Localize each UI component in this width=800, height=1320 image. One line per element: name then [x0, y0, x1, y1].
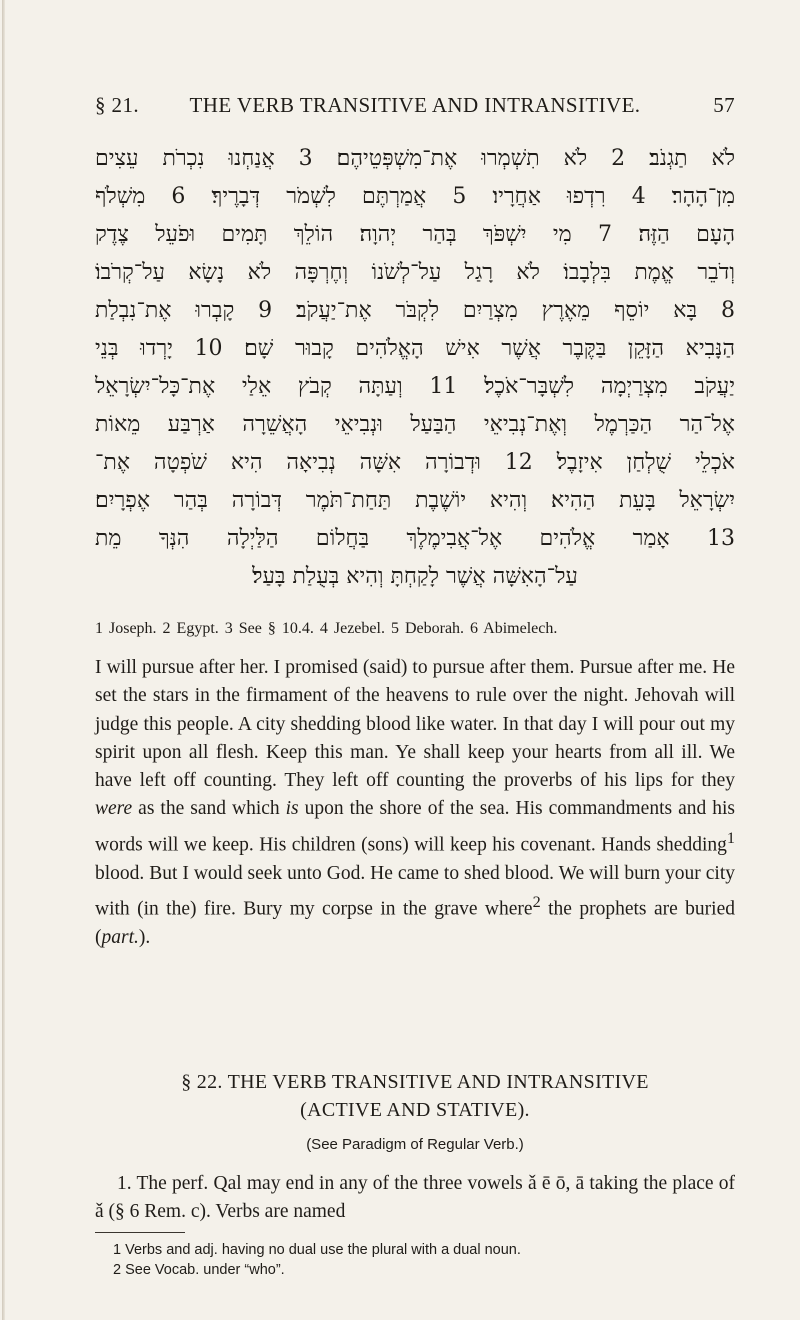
english-italic: part. [101, 926, 139, 948]
hebrew-line: יַעֲקֹב מִצְרַיְמָה לִשְׁבָּר־אֹכֶל׃ 11 וְעַתָּה קְבֹץ אֵלַי אֶת־כָּל־יִשְׂרָאֵל [95, 374, 735, 399]
hebrew-line: אֹכְלֵי שֻׁלְחַן אִיזָבֶל׃ 12 וּדְבוֹרָה אִשָּׁה נְבִיאָה הִיא שֹׁפְטָה אֶת־ [95, 450, 735, 475]
english-text: upon the shore of the sea. His commandments and his words will we keep. His children (sons) will keep his covenant. Hands shedding [95, 798, 735, 856]
english-exercise-paragraph [95, 654, 735, 952]
hebrew-footnotes: 1 Joseph. 2 Egypt. 3 See § 10.4. 4 Jezebel. 5 Deborah. 6 Abimelech. [95, 620, 558, 637]
footnote: 1 Verbs and adj. having no dual use the plural with a dual noun. [113, 1242, 521, 1258]
english-italic: were [95, 798, 133, 820]
hebrew-line: 13 אָמַר אֱלֹהִים אֶל־אֲבִימֶלֶךְ בַּחֲלוֹם הַלַּיְלָה הִנְּךָ מֵת [95, 526, 735, 551]
hebrew-line: וְדֹבֵר אֱמֶת בִּלְבָבוֹ׃ לֹא רָגַל עַל־לְשֹׁנוֹ וְחֶרְפָּה לֹא נָשָׂא עַל־קְרֹבוֹ׃ [95, 260, 735, 285]
english-text: as the sand which [132, 798, 286, 820]
footnote-rule [95, 1232, 185, 1233]
hebrew-line: הַנָּבִיא הַזָּקֵן בַּקֶּבֶר אֲשֶׁר אִישׁ הָאֱלֹהִים קָבוּר שָׁם׃ 10 יָרְדוּ בְּנֵי [95, 336, 735, 361]
hebrew-line: 8 בָּא יוֹסֵף מֵאֶרֶץ מִצְרַיִם לִקְבֹּר אֶת־יַעֲקֹב׃ 9 קָבְרוּ אֶת־נִבְלַת [95, 298, 735, 323]
body-paragraph: 1. The perf. Qal may end in any of the three vowels ǎ ē ō, ā taking the place of ǎ (§ 6 Rem. c). Verbs are named [95, 1173, 735, 1223]
header-title: THE VERB TRANSITIVE AND INTRANSITIVE. [189, 93, 641, 117]
english-text: I will pursue after her. I promised (said) to pursue after them. Pursue after me. He set the stars in the firmament of the heavens to rule over the night. Jehovah will judge this people. A city shedding blood like water. In that day I will pour out my spirit upon all flesh. Keep this man. Ye shall keep your hearts from all ill. We have left off counting. They left off counting the proverbs of his lips for they [95, 657, 735, 792]
header-section: § 21. [95, 93, 139, 117]
english-text: ). [138, 926, 151, 948]
section-heading-line: § 22. THE VERB TRANSITIVE AND INTRANSITIVE [181, 1071, 649, 1093]
footnote-ref: 1 [726, 828, 735, 847]
section-heading [95, 1068, 735, 1124]
hebrew-line: הָעָם הַזֶּה׃ 7 מִי יִשְׁפֹּךְ בְּהַר יְהוָה׃ הוֹלֵךְ תָּמִים וּפֹעֵל צֶדֶק [95, 222, 735, 247]
section-heading-line: (ACTIVE AND STATIVE). [300, 1099, 530, 1121]
footnote: 2 See Vocab. under “who”. [113, 1262, 285, 1278]
page-edge-shadow [2, 0, 5, 1320]
page-number: 57 [713, 93, 735, 117]
page-footnotes [95, 1240, 735, 1280]
hebrew-exercise-block [95, 140, 735, 596]
see-paradigm-note: (See Paradigm of Regular Verb.) [306, 1136, 524, 1153]
english-text: blood. But I would seek unto God. He came to shed blood. We will burn your city with (in the) fire. Bury my corpse in the grave where [95, 862, 735, 920]
english-italic: is [285, 798, 299, 820]
hebrew-line: עַל־הָאִשָּׁה אֲשֶׁר לָקַחְתָּ וְהִיא בְּעֻלַת בָּעַל׃ [252, 564, 578, 589]
hebrew-line: מִן־הָהָר׃ 4 רִדְפוּ אַחֲרָיו׃ 5 אֲמַרְתֶּם לִשְׁמֹר דְּבָרֶיךָ׃ 6 מִשְׁלֹף [95, 184, 735, 209]
english-text: the prophets are buried ( [95, 898, 735, 948]
hebrew-line: יִשְׂרָאֵל בָּעֵת הַהִיא׃ וְהִיא יוֹשֶׁבֶת תַּחַת־תֹּמֶר דְּבוֹרָה בְּהַר אֶפְרָיִם׃ [95, 488, 735, 513]
footnote-ref: 2 [532, 892, 541, 911]
running-header [95, 93, 735, 119]
hebrew-line: לֹא תַגְנֹב׃ 2 לֹא תִשְׁמְרוּ אֶת־מִשְׁפְּטֵיהֶם׃ 3 אֲנַחְנוּ נִכְרֹת עֵצִים [95, 146, 735, 171]
hebrew-line: אֶל־הַר הַכַּרְמֶל וְאֶת־נְבִיאֵי הַבַּעַל וּנְבִיאֵי הָאֲשֵׁרָה אַרְבַּע מֵאוֹת [95, 412, 735, 437]
